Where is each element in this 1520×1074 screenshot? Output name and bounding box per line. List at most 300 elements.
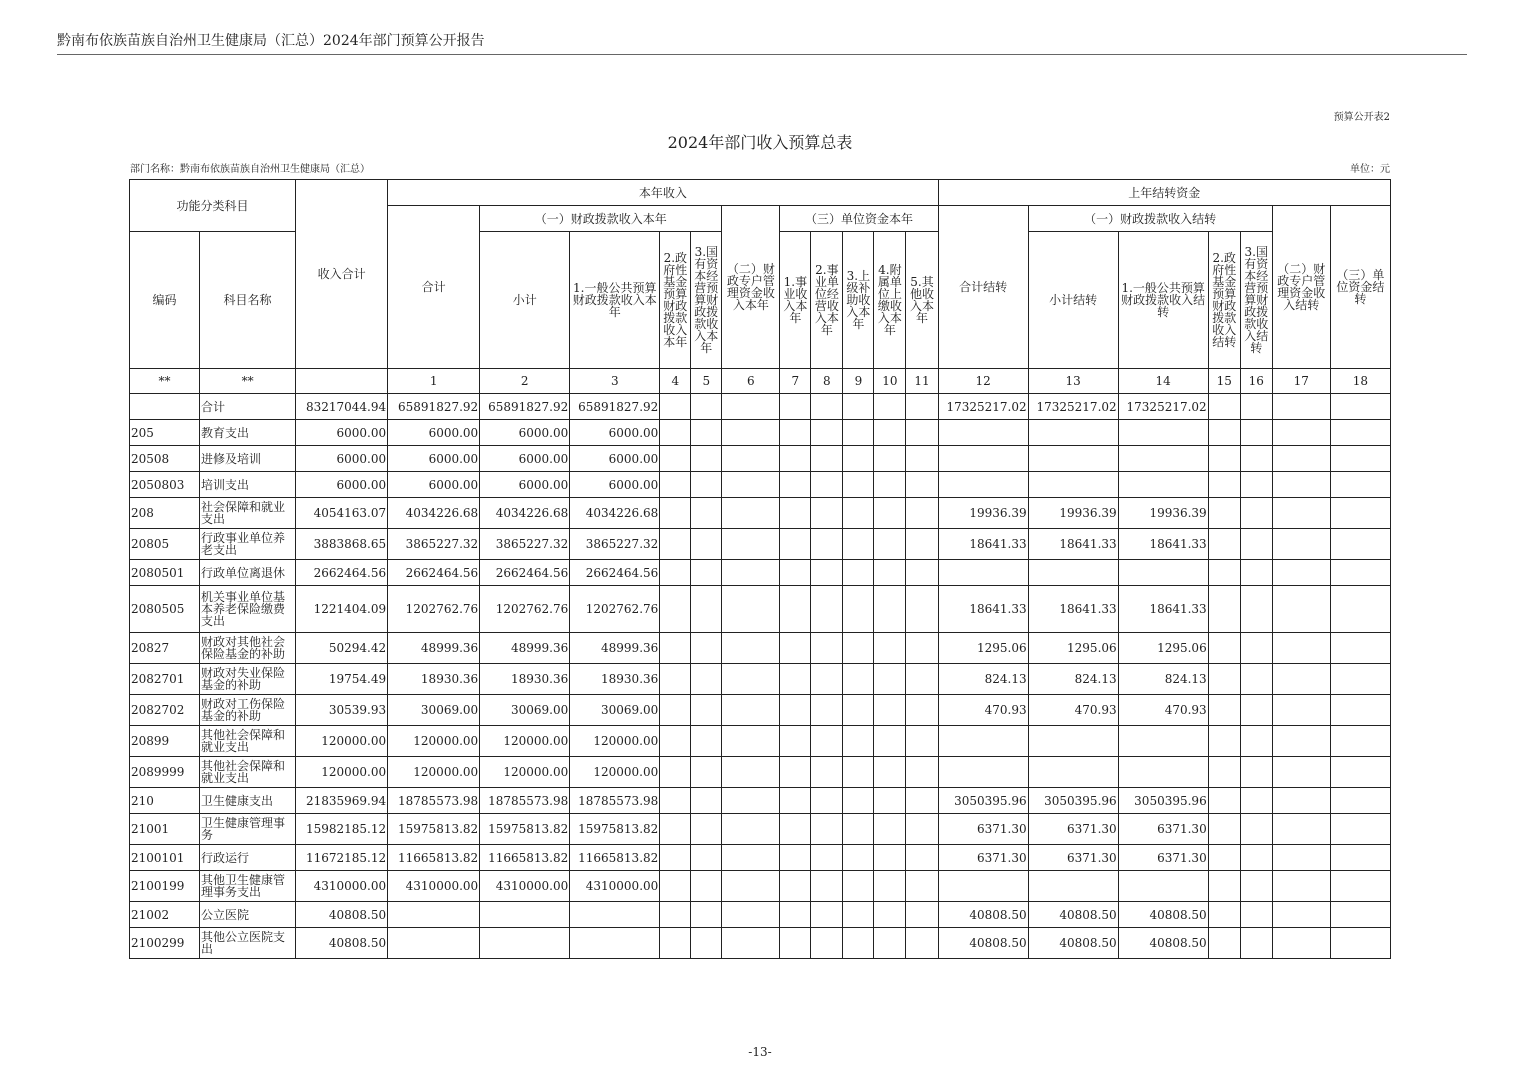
cell-c3: 4034226.68: [570, 498, 660, 529]
cell-empty: [843, 446, 874, 472]
cell-empty: [811, 726, 843, 757]
cell-c3: [570, 902, 660, 928]
cell-c2: 4034226.68: [480, 498, 570, 529]
header-prev-carryover: 上年结转资金: [938, 180, 1390, 206]
cell-empty: [874, 498, 906, 529]
cell-c2: 120000.00: [480, 757, 570, 788]
header-c4: 2.政府性基金预算财政拨款收入本年: [660, 232, 691, 369]
page-number: -13-: [748, 1045, 772, 1059]
cell-empty: [1240, 664, 1272, 695]
cell-total: 40808.50: [296, 902, 388, 928]
cell-c1: 4034226.68: [388, 498, 480, 529]
cell-empty: [1240, 529, 1272, 560]
cell-empty: [780, 529, 811, 560]
cell-c1: [388, 902, 480, 928]
cell-c12: [938, 446, 1028, 472]
unit-label: 单位：元: [1350, 164, 1390, 175]
header-fiscal-current: （一）财政拨款收入本年: [480, 206, 722, 232]
cell-total: 6000.00: [296, 446, 388, 472]
cell-name: 财政对其他社会保险基金的补助: [200, 633, 296, 664]
cell-empty: [1330, 498, 1390, 529]
cell-empty: [874, 529, 906, 560]
cell-empty: [843, 814, 874, 845]
cell-c1: 1202762.76: [388, 586, 480, 633]
header-c16: 3.国有资本经营预算财政拨款收入结转: [1240, 232, 1272, 369]
cell-empty: [843, 845, 874, 871]
cell-c3: 6000.00: [570, 446, 660, 472]
cell-name: 其他卫生健康管理事务支出: [200, 871, 296, 902]
cell-c14: 6371.30: [1118, 845, 1208, 871]
header-c8: 2.事业单位经营收入本年: [811, 232, 843, 369]
table-row: [130, 788, 1391, 814]
cell-empty: [874, 871, 906, 902]
cell-empty: [1208, 498, 1240, 529]
cell-empty: [1208, 845, 1240, 871]
cell-empty: [906, 814, 938, 845]
cell-code: 2080501: [130, 560, 200, 586]
cell-name: 社会保障和就业支出: [200, 498, 296, 529]
cell-name: 卫生健康支出: [200, 788, 296, 814]
cell-empty: [660, 498, 691, 529]
header-c7: 1.事业收入本年: [780, 232, 811, 369]
cell-empty: [691, 472, 722, 498]
cell-empty: [843, 664, 874, 695]
cell-empty: [811, 472, 843, 498]
cell-c14: 824.13: [1118, 664, 1208, 695]
cell-empty: [1330, 788, 1390, 814]
cell-empty: [1208, 664, 1240, 695]
cell-empty: [843, 420, 874, 446]
cell-empty: [811, 871, 843, 902]
cell-empty: [1208, 726, 1240, 757]
index-cell: 1: [388, 369, 480, 394]
cell-c14: [1118, 446, 1208, 472]
cell-c2: 6000.00: [480, 472, 570, 498]
cell-empty: [906, 664, 938, 695]
cell-c12: 40808.50: [938, 928, 1028, 959]
cell-total: 11672185.12: [296, 845, 388, 871]
cell-empty: [780, 788, 811, 814]
cell-c3: 65891827.92: [570, 394, 660, 420]
cell-empty: [691, 529, 722, 560]
cell-empty: [811, 695, 843, 726]
cell-c3: 18785573.98: [570, 788, 660, 814]
cell-empty: [1240, 695, 1272, 726]
cell-empty: [1330, 726, 1390, 757]
index-cell: 17: [1272, 369, 1330, 394]
cell-empty: [1272, 420, 1330, 446]
cell-c1: 120000.00: [388, 757, 480, 788]
cell-empty: [691, 757, 722, 788]
cell-c14: 19936.39: [1118, 498, 1208, 529]
cell-code: 2100299: [130, 928, 200, 959]
cell-empty: [906, 726, 938, 757]
cell-empty: [874, 446, 906, 472]
cell-total: 120000.00: [296, 726, 388, 757]
cell-empty: [722, 498, 780, 529]
cell-code: 210: [130, 788, 200, 814]
cell-empty: [1208, 902, 1240, 928]
index-cell: 3: [570, 369, 660, 394]
cell-c14: [1118, 726, 1208, 757]
cell-empty: [1272, 788, 1330, 814]
cell-c2: 2662464.56: [480, 560, 570, 586]
cell-name: 其他社会保障和就业支出: [200, 757, 296, 788]
cell-c13: 19936.39: [1028, 498, 1118, 529]
cell-empty: [1272, 726, 1330, 757]
cell-empty: [811, 788, 843, 814]
cell-name: 财政对失业保险基金的补助: [200, 664, 296, 695]
cell-empty: [722, 472, 780, 498]
header-c5: 3.国有资本经营预算财政拨款收入本年: [691, 232, 722, 369]
header-c15: 2.政府性基金预算财政拨款收入结转: [1208, 232, 1240, 369]
cell-empty: [1240, 928, 1272, 959]
cell-total: 30539.93: [296, 695, 388, 726]
cell-empty: [1272, 664, 1330, 695]
cell-c14: 40808.50: [1118, 928, 1208, 959]
cell-c13: 17325217.02: [1028, 394, 1118, 420]
header-c3: 1.一般公共预算财政拨款收入本年: [570, 232, 660, 369]
cell-empty: [691, 586, 722, 633]
report-header-title: 黔南布依族苗族自治州卫生健康局（汇总）2024年部门预算公开报告: [57, 33, 485, 49]
cell-c3: 2662464.56: [570, 560, 660, 586]
cell-code: 21002: [130, 902, 200, 928]
cell-empty: [843, 726, 874, 757]
table-row: [130, 695, 1391, 726]
cell-empty: [1240, 788, 1272, 814]
index-cell: 11: [906, 369, 938, 394]
cell-empty: [691, 446, 722, 472]
cell-c14: [1118, 420, 1208, 446]
header-c12: 合计结转: [938, 206, 1028, 369]
cell-empty: [906, 633, 938, 664]
cell-c14: 17325217.02: [1118, 394, 1208, 420]
cell-empty: [660, 928, 691, 959]
cell-empty: [874, 420, 906, 446]
cell-total: 19754.49: [296, 664, 388, 695]
cell-empty: [691, 871, 722, 902]
cell-empty: [691, 845, 722, 871]
cell-empty: [1208, 394, 1240, 420]
cell-empty: [691, 928, 722, 959]
cell-total: 120000.00: [296, 757, 388, 788]
cell-empty: [1272, 472, 1330, 498]
cell-c12: 40808.50: [938, 902, 1028, 928]
index-cell: 18: [1330, 369, 1390, 394]
cell-c3: 6000.00: [570, 420, 660, 446]
cell-c14: 6371.30: [1118, 814, 1208, 845]
cell-empty: [843, 871, 874, 902]
cell-c12: 19936.39: [938, 498, 1028, 529]
cell-empty: [1330, 472, 1390, 498]
header-total-income: 收入合计: [296, 180, 388, 369]
cell-c2: 18785573.98: [480, 788, 570, 814]
cell-empty: [843, 902, 874, 928]
cell-empty: [722, 586, 780, 633]
cell-c2: 11665813.82: [480, 845, 570, 871]
index-cell: 7: [780, 369, 811, 394]
table-title: 2024年部门收入预算总表: [667, 133, 853, 152]
cell-empty: [843, 928, 874, 959]
cell-empty: [1330, 928, 1390, 959]
cell-c12: 470.93: [938, 695, 1028, 726]
cell-empty: [691, 902, 722, 928]
cell-c1: [388, 928, 480, 959]
cell-c2: 6000.00: [480, 446, 570, 472]
cell-empty: [1330, 560, 1390, 586]
cell-empty: [1208, 928, 1240, 959]
income-budget-table: [129, 179, 1391, 959]
cell-empty: [1240, 420, 1272, 446]
cell-c2: [480, 902, 570, 928]
cell-empty: [1272, 928, 1330, 959]
cell-empty: [1272, 498, 1330, 529]
header-c18: （三）单位资金结转: [1330, 206, 1390, 369]
cell-empty: [780, 633, 811, 664]
cell-empty: [660, 394, 691, 420]
cell-empty: [1240, 560, 1272, 586]
cell-c2: 120000.00: [480, 726, 570, 757]
cell-empty: [1330, 757, 1390, 788]
table-row: [130, 529, 1391, 560]
cell-name: 行政事业单位养老支出: [200, 529, 296, 560]
cell-empty: [780, 928, 811, 959]
cell-empty: [1208, 814, 1240, 845]
index-cell: [296, 369, 388, 394]
cell-empty: [1240, 586, 1272, 633]
cell-c12: 17325217.02: [938, 394, 1028, 420]
cell-empty: [874, 814, 906, 845]
cell-empty: [1240, 726, 1272, 757]
header-current-income: 本年收入: [388, 180, 938, 206]
cell-c12: 6371.30: [938, 814, 1028, 845]
cell-code: 2050803: [130, 472, 200, 498]
cell-empty: [722, 902, 780, 928]
cell-c3: 1202762.76: [570, 586, 660, 633]
cell-total: 83217044.94: [296, 394, 388, 420]
table-row: [130, 871, 1391, 902]
cell-empty: [811, 814, 843, 845]
cell-empty: [1272, 871, 1330, 902]
cell-empty: [691, 420, 722, 446]
header-name: 科目名称: [200, 232, 296, 369]
table-row: [130, 394, 1391, 420]
cell-code: 2100101: [130, 845, 200, 871]
cell-empty: [660, 446, 691, 472]
cell-empty: [780, 420, 811, 446]
cell-code: 2100199: [130, 871, 200, 902]
cell-c14: 18641.33: [1118, 529, 1208, 560]
cell-c14: [1118, 757, 1208, 788]
cell-empty: [1272, 845, 1330, 871]
cell-empty: [1272, 446, 1330, 472]
cell-empty: [811, 446, 843, 472]
cell-empty: [906, 420, 938, 446]
cell-empty: [906, 757, 938, 788]
cell-empty: [691, 664, 722, 695]
cell-empty: [1272, 695, 1330, 726]
index-cell: 10: [874, 369, 906, 394]
cell-empty: [1240, 814, 1272, 845]
cell-empty: [1272, 757, 1330, 788]
cell-empty: [1330, 664, 1390, 695]
cell-c3: 120000.00: [570, 726, 660, 757]
header-c13: 小计结转: [1028, 232, 1118, 369]
cell-empty: [811, 420, 843, 446]
header-c14: 1.一般公共预算财政拨款收入结转: [1118, 232, 1208, 369]
cell-empty: [780, 664, 811, 695]
index-cell: 13: [1028, 369, 1118, 394]
cell-name: 其他社会保障和就业支出: [200, 726, 296, 757]
cell-c12: 3050395.96: [938, 788, 1028, 814]
cell-empty: [1208, 633, 1240, 664]
index-cell: **: [200, 369, 296, 394]
cell-total: 2662464.56: [296, 560, 388, 586]
cell-empty: [1272, 902, 1330, 928]
cell-c2: 6000.00: [480, 420, 570, 446]
cell-empty: [874, 845, 906, 871]
cell-empty: [722, 845, 780, 871]
cell-empty: [1330, 902, 1390, 928]
cell-c3: 18930.36: [570, 664, 660, 695]
index-cell: 8: [811, 369, 843, 394]
cell-empty: [780, 726, 811, 757]
cell-empty: [843, 472, 874, 498]
cell-c1: 2662464.56: [388, 560, 480, 586]
table-number: 预算公开表2: [1333, 112, 1390, 123]
cell-c3: 11665813.82: [570, 845, 660, 871]
cell-c13: [1028, 757, 1118, 788]
cell-c14: [1118, 472, 1208, 498]
cell-c1: 65891827.92: [388, 394, 480, 420]
cell-c14: 470.93: [1118, 695, 1208, 726]
cell-name: 财政对工伤保险基金的补助: [200, 695, 296, 726]
cell-empty: [722, 814, 780, 845]
cell-code: 20805: [130, 529, 200, 560]
cell-empty: [1330, 695, 1390, 726]
cell-empty: [722, 420, 780, 446]
cell-c2: 48999.36: [480, 633, 570, 664]
cell-empty: [1272, 814, 1330, 845]
cell-empty: [722, 394, 780, 420]
cell-empty: [1208, 695, 1240, 726]
index-cell: 16: [1240, 369, 1272, 394]
cell-empty: [691, 498, 722, 529]
table-row: [130, 902, 1391, 928]
cell-empty: [780, 845, 811, 871]
cell-name: 其他公立医院支出: [200, 928, 296, 959]
department-name: 部门名称：黔南布依族苗族自治州卫生健康局（汇总）: [130, 164, 370, 175]
cell-c12: 824.13: [938, 664, 1028, 695]
header-code: 编码: [130, 232, 200, 369]
cell-empty: [811, 845, 843, 871]
cell-empty: [780, 902, 811, 928]
index-cell: 4: [660, 369, 691, 394]
table-row: [130, 560, 1391, 586]
cell-c13: 1295.06: [1028, 633, 1118, 664]
cell-empty: [1330, 845, 1390, 871]
cell-empty: [660, 560, 691, 586]
cell-empty: [843, 394, 874, 420]
cell-empty: [691, 394, 722, 420]
cell-c1: 18785573.98: [388, 788, 480, 814]
cell-empty: [691, 633, 722, 664]
cell-empty: [691, 788, 722, 814]
cell-empty: [843, 757, 874, 788]
cell-name: 培训支出: [200, 472, 296, 498]
cell-empty: [1272, 633, 1330, 664]
cell-total: 21835969.94: [296, 788, 388, 814]
cell-c12: 6371.30: [938, 845, 1028, 871]
cell-empty: [660, 788, 691, 814]
table-row: [130, 498, 1391, 529]
cell-empty: [874, 664, 906, 695]
cell-empty: [1208, 757, 1240, 788]
cell-total: 1221404.09: [296, 586, 388, 633]
table-row: [130, 814, 1391, 845]
cell-empty: [722, 529, 780, 560]
cell-c12: [938, 420, 1028, 446]
table-body: [130, 394, 1391, 959]
cell-empty: [660, 472, 691, 498]
cell-c1: 120000.00: [388, 726, 480, 757]
cell-c13: [1028, 420, 1118, 446]
cell-empty: [660, 726, 691, 757]
index-cell: 2: [480, 369, 570, 394]
header-c17: （二）财政专户管理资金收入结转: [1272, 206, 1330, 369]
cell-empty: [722, 446, 780, 472]
cell-c13: 3050395.96: [1028, 788, 1118, 814]
cell-c14: 1295.06: [1118, 633, 1208, 664]
cell-c13: 18641.33: [1028, 529, 1118, 560]
cell-empty: [874, 902, 906, 928]
cell-empty: [906, 498, 938, 529]
cell-empty: [722, 664, 780, 695]
cell-empty: [811, 529, 843, 560]
cell-empty: [691, 560, 722, 586]
cell-empty: [906, 586, 938, 633]
index-cell: 5: [691, 369, 722, 394]
cell-empty: [1330, 446, 1390, 472]
cell-empty: [1240, 446, 1272, 472]
cell-empty: [874, 726, 906, 757]
cell-empty: [1240, 394, 1272, 420]
cell-c12: [938, 757, 1028, 788]
cell-empty: [843, 529, 874, 560]
cell-code: 20899: [130, 726, 200, 757]
cell-empty: [1240, 902, 1272, 928]
cell-c13: [1028, 726, 1118, 757]
header-c10: 4.附属单位上缴收入本年: [874, 232, 906, 369]
cell-empty: [811, 928, 843, 959]
cell-empty: [691, 814, 722, 845]
cell-empty: [811, 902, 843, 928]
table-row: [130, 586, 1391, 633]
cell-c13: [1028, 560, 1118, 586]
cell-c2: 65891827.92: [480, 394, 570, 420]
cell-empty: [1272, 529, 1330, 560]
cell-c2: 18930.36: [480, 664, 570, 695]
cell-code: 2089999: [130, 757, 200, 788]
cell-c1: 15975813.82: [388, 814, 480, 845]
cell-name: 进修及培训: [200, 446, 296, 472]
cell-empty: [660, 757, 691, 788]
cell-empty: [843, 695, 874, 726]
cell-c12: [938, 726, 1028, 757]
cell-c12: [938, 871, 1028, 902]
cell-empty: [660, 586, 691, 633]
cell-empty: [691, 726, 722, 757]
